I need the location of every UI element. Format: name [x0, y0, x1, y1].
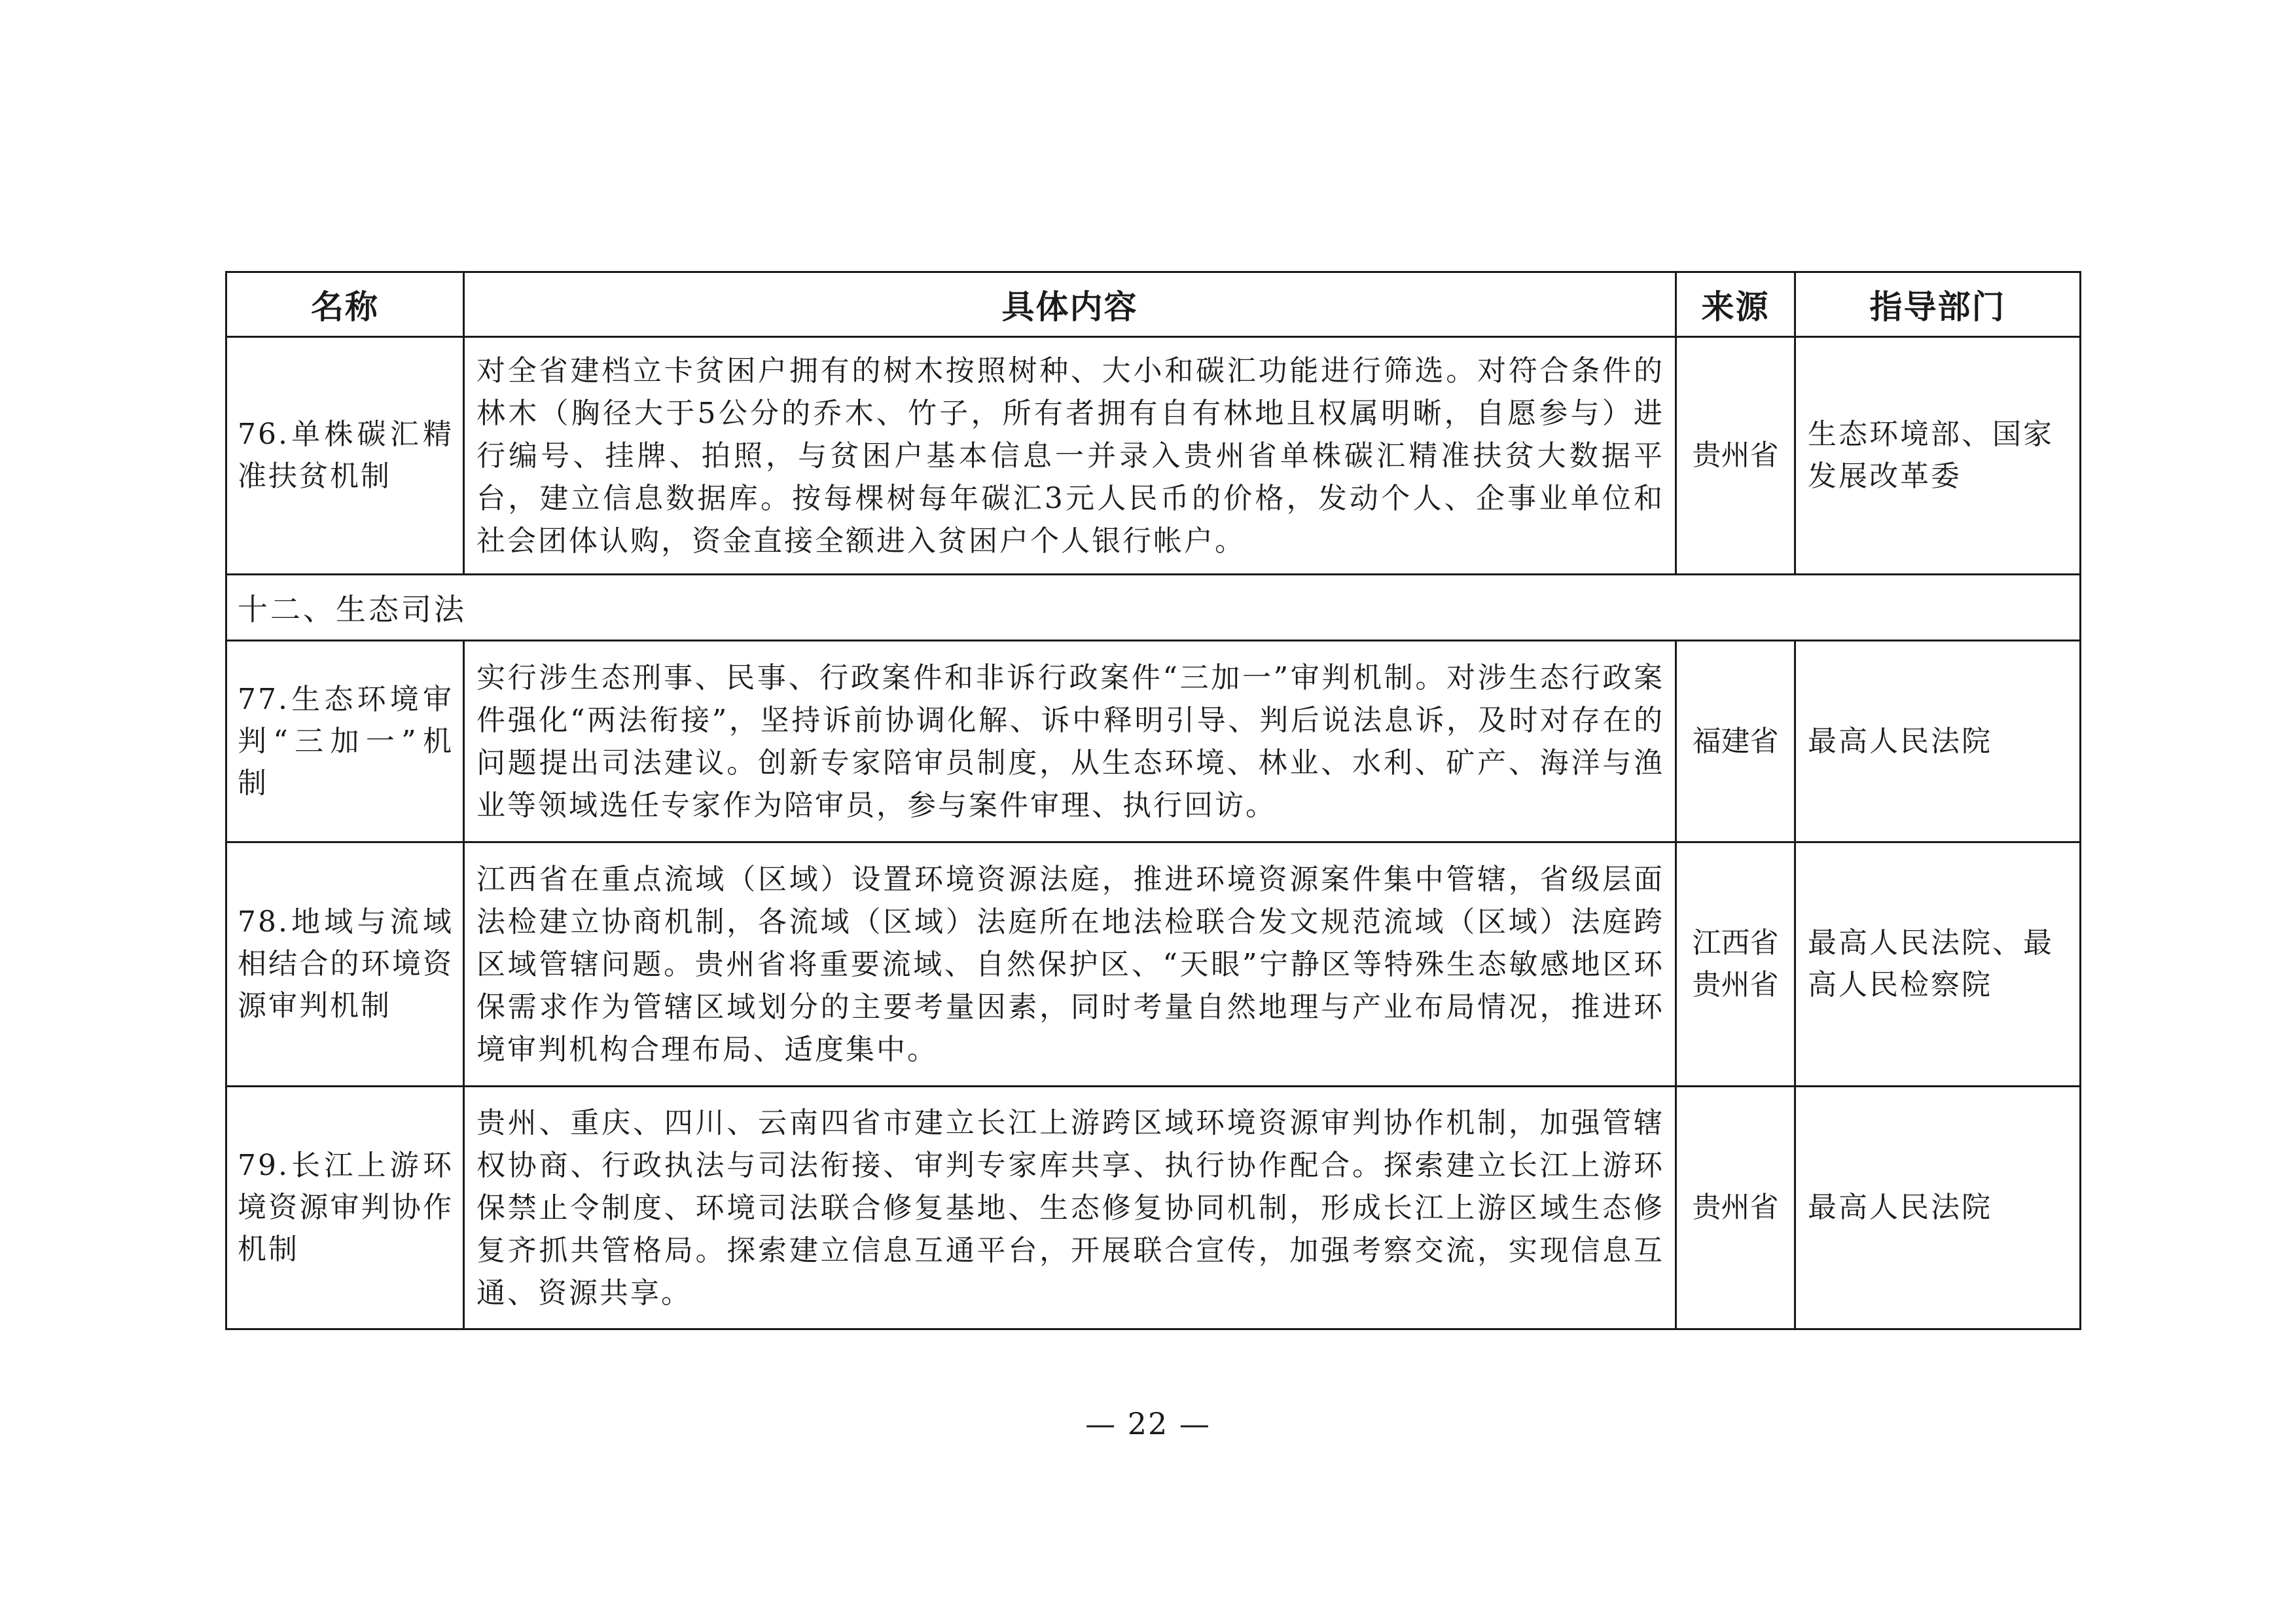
section-heading: 十二、生态司法 — [226, 575, 2081, 641]
row-name: 77.生态环境审判“三加一”机制 — [226, 641, 464, 842]
row-name: 78.地域与流域相结合的环境资源审判机制 — [226, 842, 464, 1087]
row-name: 76.单株碳汇精准扶贫机制 — [226, 337, 464, 575]
table-row — [226, 842, 2081, 1087]
page-number: — 22 — — [1085, 1406, 1211, 1441]
row-content: 对全省建档立卡贫困户拥有的树木按照树种、大小和碳汇功能进行筛选。对符合条件的林木（胸径大于5公分的乔木、竹子，所有者拥有自有林地且权属明晰，自愿参与）进行编号、挂牌、拍照，与贫困户基本信息一并录入贵州省单株碳汇精准扶贫大数据平台，建立信息数据库。按每棵树每年碳汇3元人民币的价格，发动个人、企事业单位和社会团体认购，资金直接全额进入贫困户个人银行帐户。 — [464, 337, 1676, 575]
row-name: 79.长江上游环境资源审判协作机制 — [226, 1087, 464, 1329]
row-source: 贵州省 — [1676, 1087, 1795, 1329]
row-source: 江西省 贵州省 — [1692, 926, 1779, 1001]
header-name: 名称 — [226, 272, 464, 337]
row-content: 实行涉生态刑事、民事、行政案件和非诉行政案件“三加一”审判机制。对涉生态行政案件强化“两法衔接”，坚持诉前协调化解、诉中释明引导、判后说法息诉，及时对存在的问题提出司法建议。创新专家陪审员制度，从生态环境、林业、水利、矿产、海洋与渔业等领域选任专家作为陪审员，参与案件审理、执行回访。 — [464, 641, 1676, 842]
row-department: 最高人民法院、最高人民检察院 — [1795, 842, 2081, 1087]
row-department: 最高人民法院 — [1795, 641, 2081, 842]
row-department: 生态环境部、国家发展改革委 — [1795, 337, 2081, 575]
row-department: 最高人民法院 — [1795, 1087, 2081, 1329]
row-content: 贵州、重庆、四川、云南四省市建立长江上游跨区域环境资源审判协作机制，加强管辖权协商、行政执法与司法衔接、审判专家库共享、执行协作配合。探索建立长江上游环保禁止令制度、环境司法联合修复基地、生态修复协同机制，形成长江上游区域生态修复齐抓共管格局。探索建立信息互通平台，开展联合宣传，加强考察交流，实现信息互通、资源共享。 — [464, 1087, 1676, 1329]
header-department: 指导部门 — [1795, 272, 2081, 337]
table-row — [226, 1087, 2081, 1329]
table-row — [226, 337, 2081, 575]
header-content: 具体内容 — [464, 272, 1676, 337]
row-source: 贵州省 — [1676, 337, 1795, 575]
row-source: 福建省 — [1676, 641, 1795, 842]
policy-table — [225, 271, 2081, 1330]
table-header-row — [226, 272, 2081, 337]
table-row — [226, 641, 2081, 842]
header-source: 来源 — [1676, 272, 1795, 337]
section-row — [226, 575, 2081, 641]
row-content: 江西省在重点流域（区域）设置环境资源法庭，推进环境资源案件集中管辖，省级层面法检建立协商机制，各流域（区域）法庭所在地法检联合发文规范流域（区域）法庭跨区域管辖问题。贵州省将重要流域、自然保护区、“天眼”宁静区等特殊生态敏感地区环保需求作为管辖区域划分的主要考量因素，同时考量自然地理与产业布局情况，推进环境审判机构合理布局、适度集中。 — [464, 842, 1676, 1087]
